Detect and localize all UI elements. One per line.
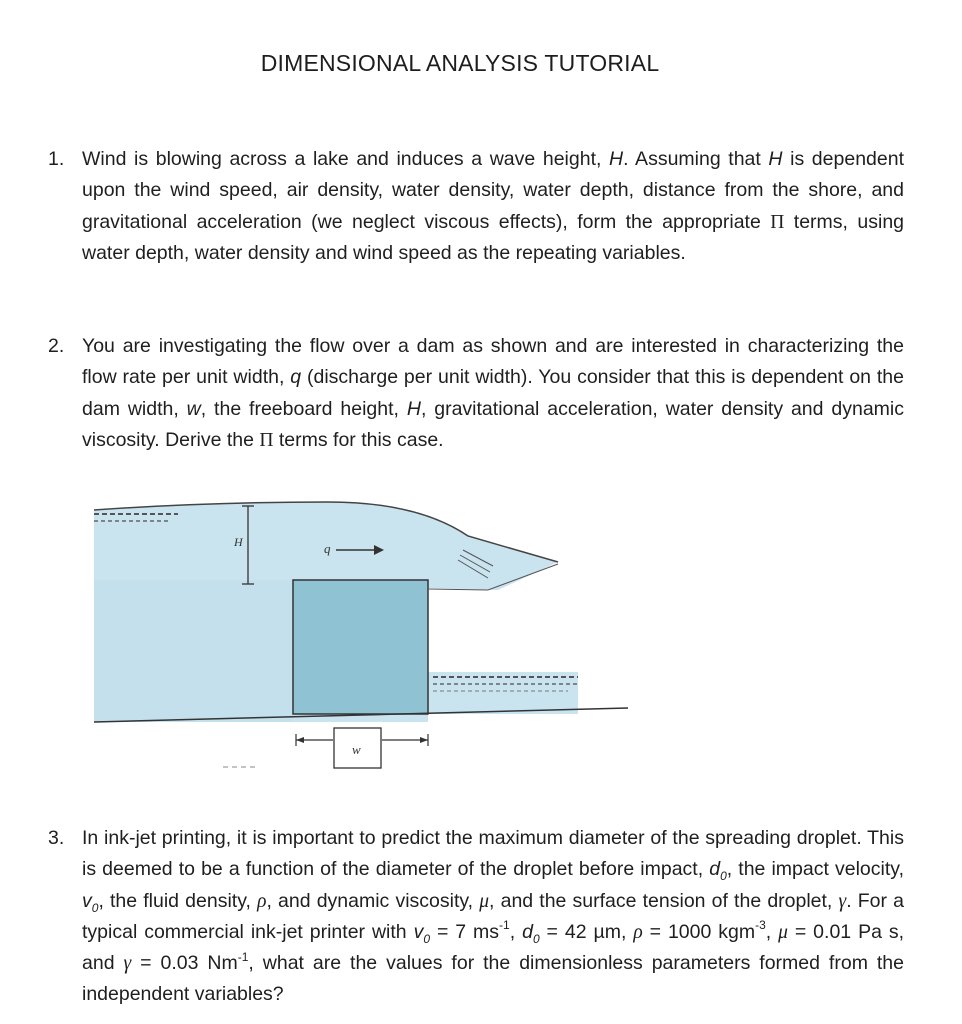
- question-2: [48, 331, 904, 456]
- dam-figure: [88, 492, 633, 782]
- question-text: You are investigating the flow over a dam as shown and are interested in characterizing the flow rate per unit width, q (discharge per unit width). You consider that this is dependent on the dam width, w, the freeboard height, H, gravitational acceleration, water density and dynamic viscosity. Derive the Π terms for this case.: [82, 335, 904, 451]
- w-label: w: [352, 742, 361, 757]
- question-text: Wind is blowing across a lake and induces a wave height, H. Assuming that H is dependent upon the wind speed, air density, water density, water depth, distance from the shore, and gravitational acceleration (we neglect viscous effects), form the appropriate Π terms, using water depth, water density and wind speed as the repeating variables.: [82, 148, 905, 264]
- q-label: q: [324, 541, 331, 556]
- h-label: H: [234, 535, 243, 549]
- question-3: [48, 823, 904, 1011]
- question-number: 3.: [48, 827, 65, 849]
- question-1: [48, 144, 904, 269]
- dam-diagram: [88, 492, 633, 782]
- question-text: In ink-jet printing, it is important to predict the maximum diameter of the spreading droplet. This is deemed to be a function of the diameter of the droplet before impact, $d_0$, the impact velocity, $v_0$, the fluid density, ρ, and dynamic viscosity, μ, and the surface tension of the droplet, γ. For a typical commercial ink-jet printer with $v_0 = 7$ $ms^{-1}$, $d_0 = 42$ µm, ρ = 1000 kgm$^{-3}$, μ = 0.01 Pa s, and γ = 0.03 $Nm^{-1}$, what are the values for the dimensionless parameters formed from the independent variables?: [82, 827, 905, 1006]
- question-number: 1.: [48, 148, 65, 170]
- dam-block: [293, 580, 428, 714]
- question-number: 2.: [48, 335, 65, 357]
- page-title: DIMENSIONAL ANALYSIS TUTORIAL: [260, 50, 660, 76]
- downstream-water: [428, 672, 578, 714]
